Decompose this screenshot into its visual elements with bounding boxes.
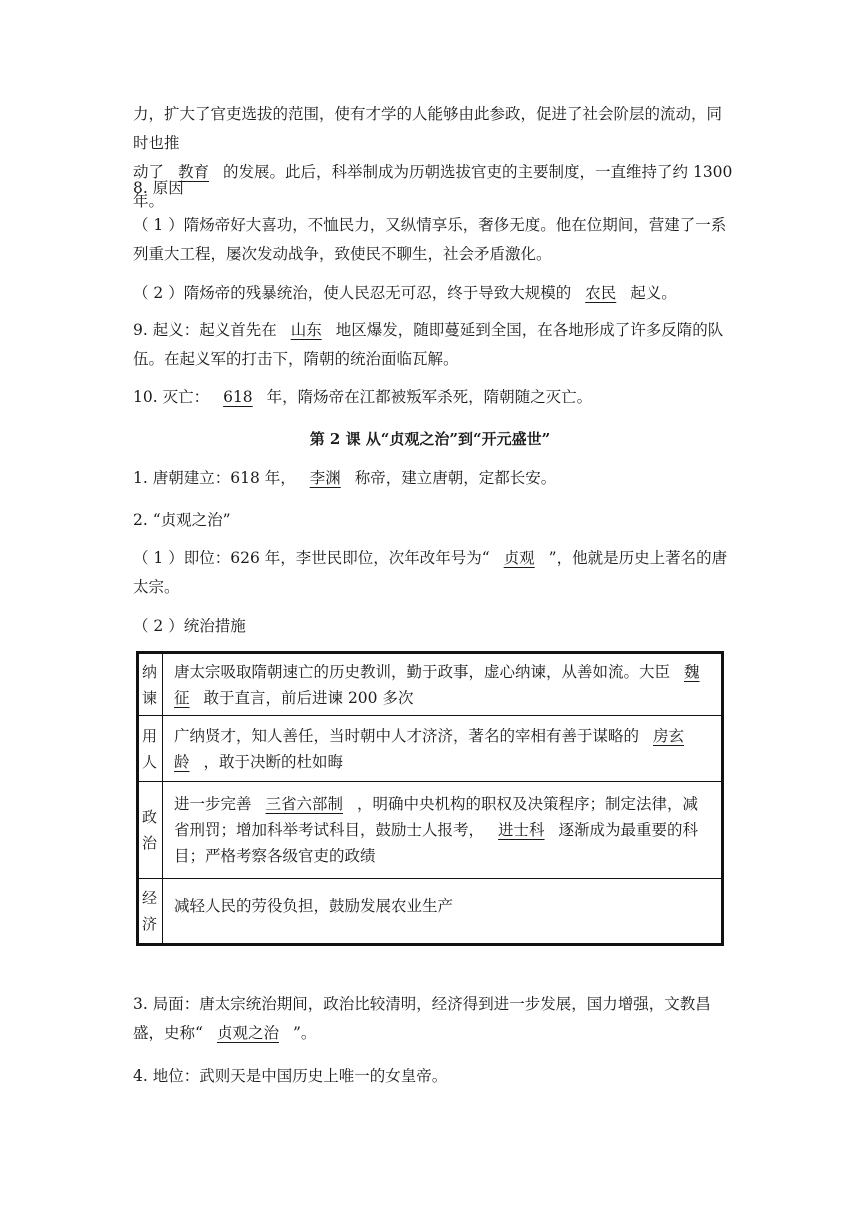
answer-blank: 山东 (290, 321, 322, 339)
lesson-item-2-point-2: （ 2 ）统治措施 (133, 617, 246, 635)
text: 逐渐成为最重要的科目；严格考察各级官吏的政绩 (174, 821, 699, 865)
row-content (163, 879, 723, 945)
text: 力，扩大了官吏选拔的范围，使有才学的人能够由此参政，促进了社会阶层的流动，同时也推 (133, 105, 723, 152)
text: 10. 灭亡： (133, 388, 210, 406)
table-row (138, 653, 723, 716)
answer-blank: 618 (223, 388, 253, 406)
item-8-title: 8. 原因 (133, 179, 184, 197)
answer-blank: 农民 (585, 284, 617, 302)
table-row (138, 716, 723, 782)
point-number: （ 1 ） (133, 549, 184, 567)
text: 进一步完善 (174, 795, 252, 813)
row-key: 经济 (138, 879, 163, 945)
lesson-item-4: 4. 地位：武则天是中国历史上唯一的女皇帝。 (133, 1067, 448, 1085)
answer-blank: 贞观 (503, 549, 535, 567)
row-content (163, 782, 723, 879)
item-8-point-1 (133, 211, 733, 269)
answer-blank: 魏征 (174, 662, 700, 707)
answer-blank: 三省六部制 (265, 795, 344, 813)
lesson-item-2-title: 2. “贞观之治” (133, 511, 231, 529)
text: ”，他就是历史上著名的唐太宗。 (133, 549, 728, 596)
text: ，敢于决断的杜如晦 (203, 752, 344, 771)
lesson-item-1 (133, 464, 733, 493)
answer-blank: 教育 (178, 163, 210, 181)
text: 唐太宗吸取隋朝速亡的历史教训，勤于政事，虚心纳谏，从善如流。大臣 (174, 662, 671, 681)
row-content (163, 653, 723, 716)
answer-blank: 李渊 (309, 469, 341, 487)
text: ”。 (292, 1024, 317, 1042)
text: 称帝，建立唐朝，定都长安。 (354, 469, 557, 487)
text: 3. 局面：唐太宗统治期间，政治比较清明，经济得到进一步发展，国力增强，文教昌盛，史称“ (133, 995, 711, 1042)
measures-table (136, 651, 724, 946)
row-content (163, 716, 723, 782)
row-key: 纳谏 (138, 653, 163, 716)
row-key: 政治 (138, 782, 163, 879)
text: 广纳贤才，知人善任，当时朝中人才济济，著名的宰相有善于谋略的 (174, 726, 640, 745)
text: 动了 (133, 163, 165, 181)
text: 的发展。此后，科举制成为历朝选拔官吏的主要制度，一直维持了约 1300 年。 (133, 163, 733, 210)
text: 敢于直言，前后进谏 200 多次 (203, 688, 414, 707)
text: 9. 起义：起义首先在 (133, 321, 277, 339)
text: 起义。 (630, 284, 677, 302)
point-number: （ 1 ） (133, 216, 184, 234)
text: 地区爆发，随即蔓延到全国，在各地形成了许多反隋的队伍。在起义军的打击下，隋朝的统治面临瓦解。 (133, 321, 724, 368)
text: 年，隋炀帝在江都被叛军杀死，隋朝随之灭亡。 (266, 388, 593, 406)
item-8-point-2 (133, 279, 733, 308)
table-row (138, 782, 723, 879)
row-key: 用人 (138, 716, 163, 782)
text: ，明确中央机构的职权及决策程序；制定法律，减省刑罚；增加科举考试科目，鼓励士人报考， (174, 795, 699, 839)
item-10 (133, 383, 733, 412)
answer-blank: 房玄龄 (174, 726, 685, 771)
table-row (138, 879, 723, 945)
lesson-item-2-point-1 (133, 544, 733, 602)
item-9 (133, 316, 733, 374)
lesson-item-3 (133, 990, 733, 1048)
text: 减轻人民的劳役负担，鼓励发展农业生产 (174, 897, 454, 915)
text: 隋炀帝的残暴统治，使人民忍无可忍，终于导致大规模的 (183, 284, 572, 302)
text: 隋炀帝好大喜功，不恤民力，又纵情享乐，奢侈无度。他在位期间，营建了一系列重大工程，屡次发动战争，致使民不聊生，社会矛盾激化。 (133, 216, 727, 263)
answer-blank: 进士科 (498, 821, 545, 839)
lesson-title: 第 2 课 从“贞观之治”到“开元盛世” (309, 430, 551, 448)
point-number: （ 2 ） (133, 284, 184, 302)
text: 即位：626 年，李世民即位，次年改年号为“ (183, 549, 490, 567)
answer-blank: 贞观之治 (216, 1024, 279, 1042)
text: 1. 唐朝建立：618 年， (133, 469, 296, 487)
